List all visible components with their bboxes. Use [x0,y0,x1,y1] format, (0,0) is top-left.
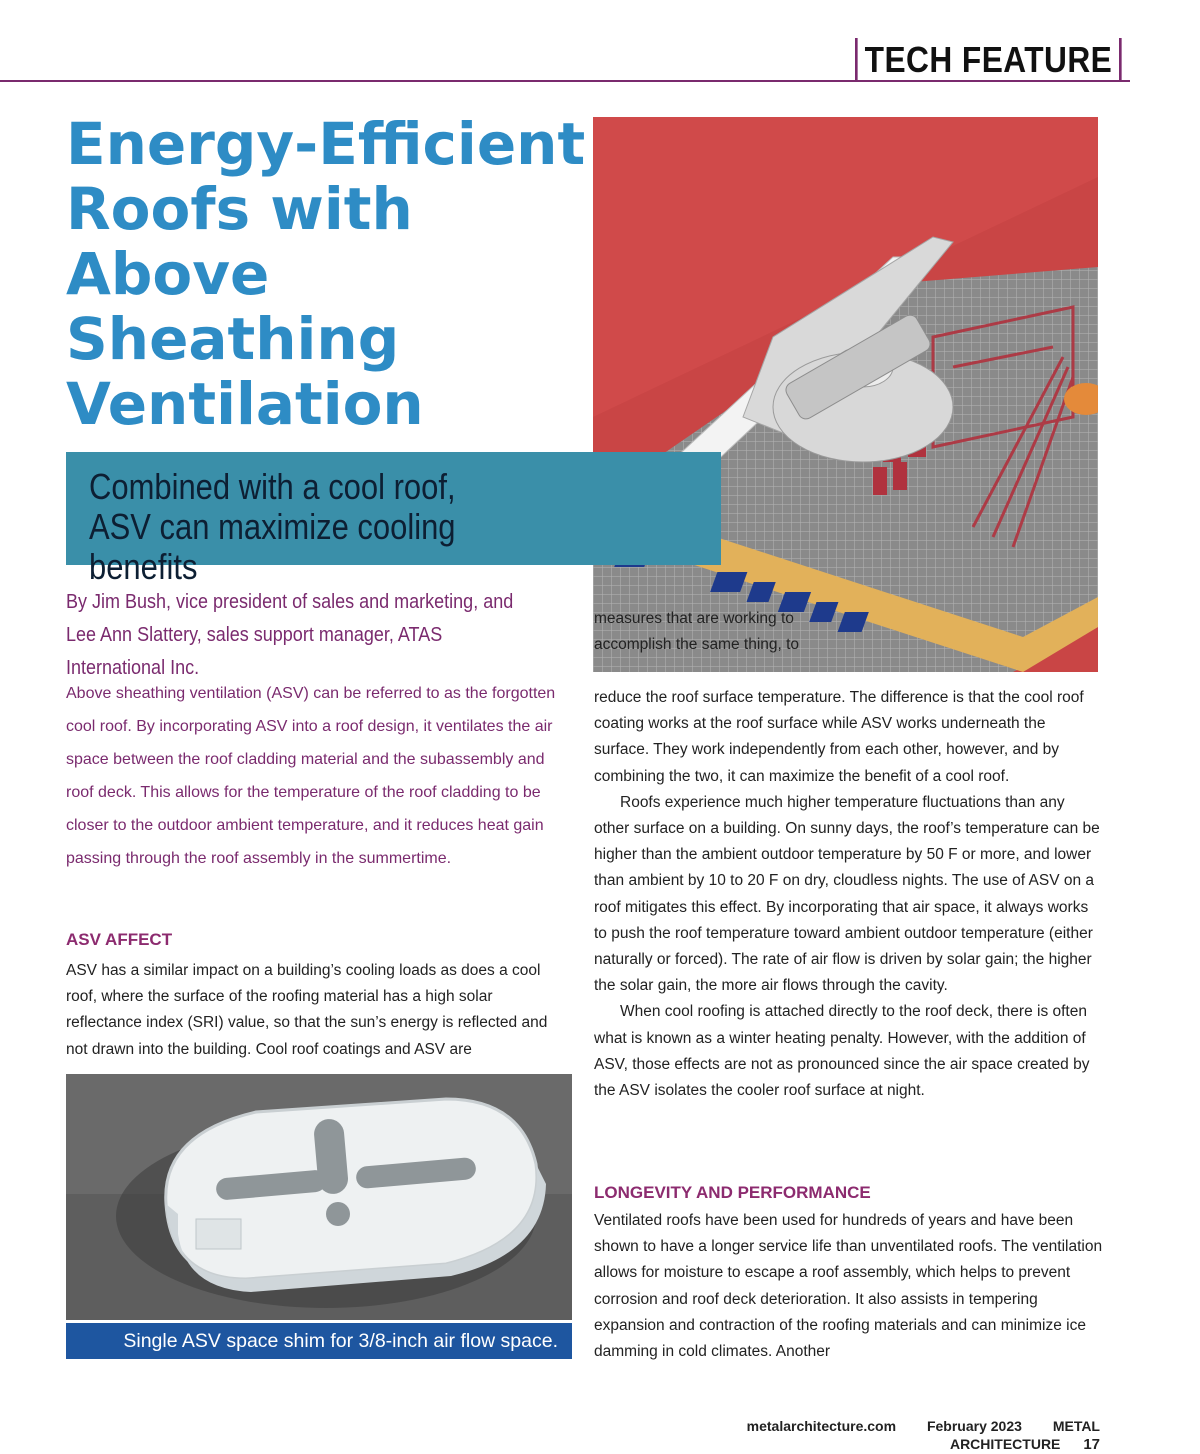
footer-page-number: 17 [1083,1436,1100,1453]
lede-paragraph: Above sheathing ventilation (ASV) can be referred to as the forgotten cool roof. By incorporating ASV into a roof design, it ventilates the air space between the roof cladding material and the subassembly and roof deck. This allows for the temperature of the roof cladding to be closer to the outdoor ambient temperature, and it reduces heat gain passing through the roof assembly in the summertime. [66,685,556,867]
roof-clip-illustration [593,117,1098,672]
heading-asv-affect: ASV AFFECT [66,930,173,949]
paragraph-cool-roof-difference: reduce the roof surface temperature. The difference is that the cool roof coating works at the roof surface while ASV works underneath the surface. They work independently from each other, however, and by combining the two, it can maximize the benefit of a cool roof. [594,689,1084,785]
paragraph-continued-measures: measures that are working to accomplish the same thing, to [594,610,800,654]
right-column-text [594,685,1104,1104]
header-rule [0,80,1130,82]
footer-issue: February 2023 [926,1418,1022,1434]
byline: By Jim Bush, vice president of sales and marketing, and Lee Ann Slattery, sales support manager, ATAS International Inc. [66,591,514,679]
paragraph-asv-affect: ASV has a similar impact on a building’s cooling loads as does a cool roof, where the surface of the roofing material has a high solar reflectance index (SRI) value, so that the sun’s energy is reflected and not drawn into the building. Cool roof coatings and ASV are [66,962,548,1058]
paragraph-winter-penalty: When cool roofing is attached directly to the roof deck, there is often what is known as a winter heating penalty. However, with the addition of ASV, those effects are not as pronounced since the air space created by the ASV isolates the cooler roof surface at night. [594,1003,1090,1100]
footer-magazine: METAL ARCHITECTURE [949,1418,1100,1452]
asv-shim-photo [66,1074,572,1320]
photo-caption: Single ASV space shim for 3/8-inch air flow space. [123,1330,558,1352]
heading-longevity-performance: LONGEVITY AND PERFORMANCE [594,1183,871,1202]
footer-website: metalarchitecture.com [746,1418,897,1434]
article-subtitle: Combined with a cool roof, ASV can maximize cooling benefits [89,466,456,587]
paragraph-longevity: Ventilated roofs have been used for hundreds of years and have been shown to have a longer service life than unventilated roofs. The ventilation allows for moisture to escape a roof assembly, which helps to prevent corrosion and roof deck deterioration. It also assists in tempering expansion and contraction of the roofing materials and can minimize ice damming in cold climates. Another [594,1212,1103,1361]
paragraph-temperature-fluctuations: Roofs experience much higher temperature fluctuations than any other surface on a building. On sunny days, the roof’s temperature can be higher than the ambient outdoor temperature by 50 F or more, and lower than ambient by 10 to 20 F on dry, cloudless nights. The use of ASV on a roof mitigates this effect. By incorporating that air space, it always works to push the roof temperature toward ambient outdoor temperature (either naturally or forced). The rate of air flow is driven by solar gain; the higher the solar gain, the more air flows through the cavity. [594,793,1100,995]
article-title: Energy-Efficient Roofs with Above Sheathing Ventilation [66,110,586,438]
page-footer [700,1418,1100,1454]
section-tag: TECH FEATURE [855,38,1122,80]
